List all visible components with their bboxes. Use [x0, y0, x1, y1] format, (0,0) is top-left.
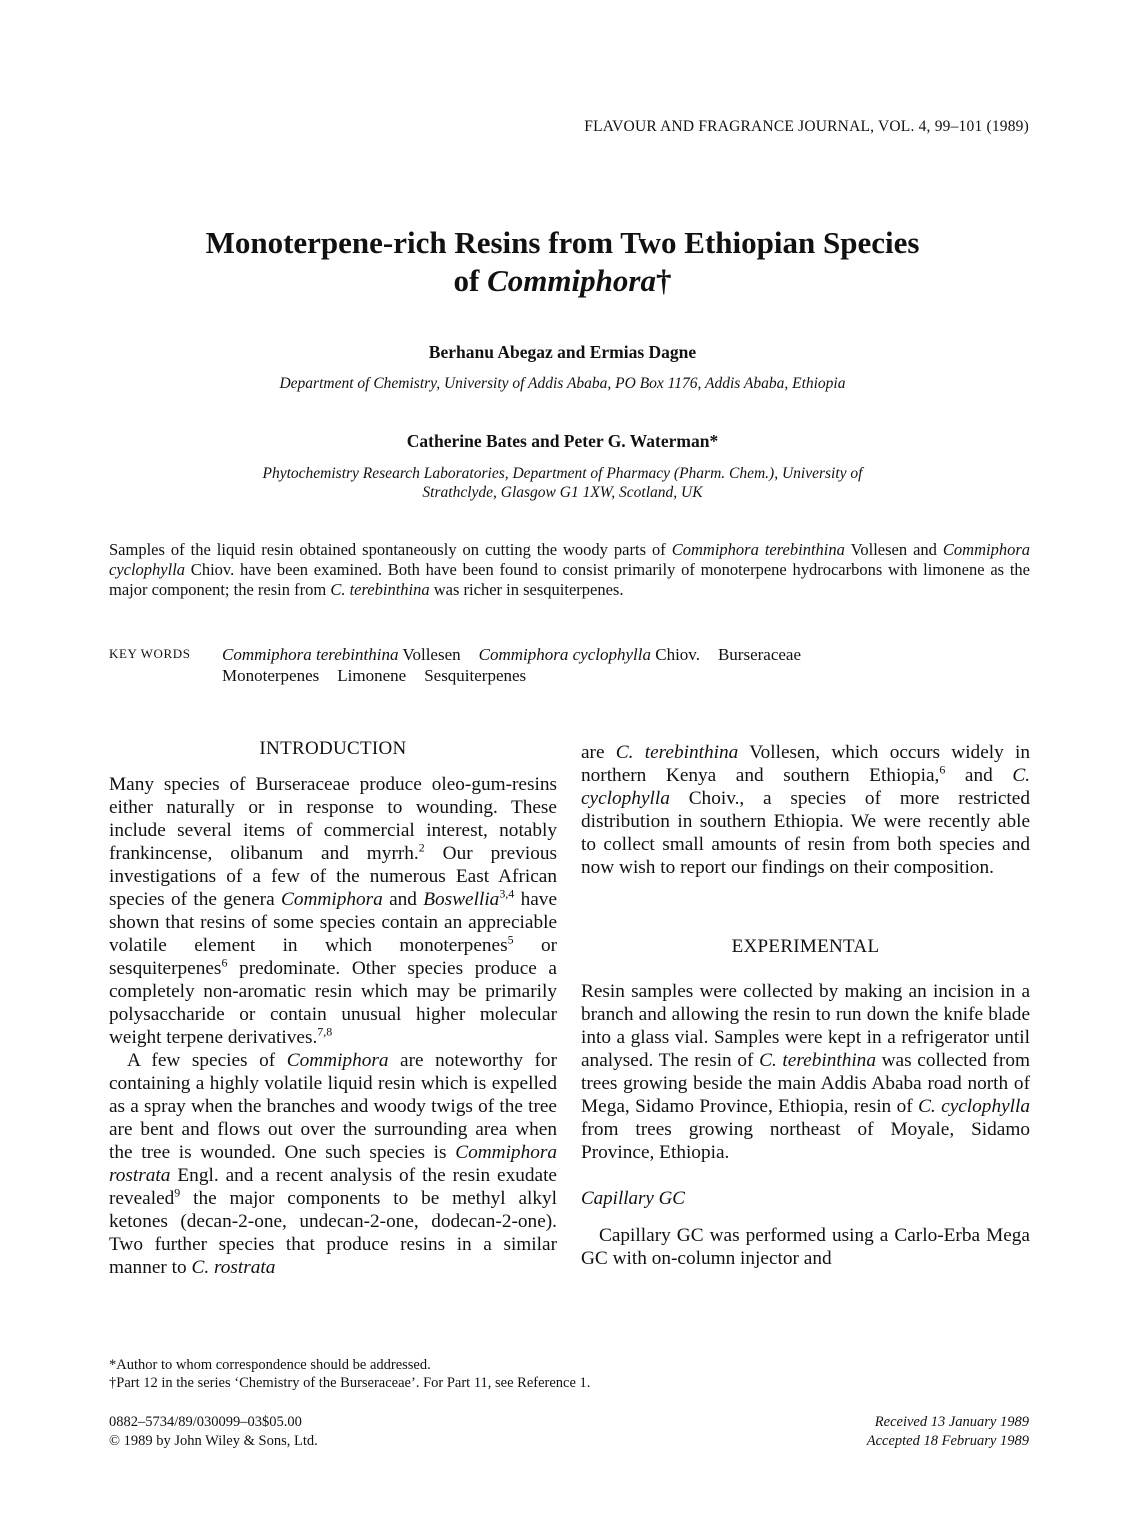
- keyword: Monoterpenes: [222, 666, 320, 685]
- affiliation-1: Department of Chemistry, University of Addis Ababa, PO Box 1176, Addis Ababa, Ethiopia: [279, 375, 846, 392]
- received-date: Received 13 January 1989: [874, 1414, 1029, 1430]
- keyword: Commiphora terebinthina: [222, 645, 399, 664]
- accepted-date: Accepted 18 February 1989: [866, 1433, 1029, 1449]
- abstract: Samples of the liquid resin obtained spontaneously on cutting the woody parts of Commiphora terebinthina Vollesen and Commiphora cyclophylla Chiov. have been examined. Both have been found to consist primarily of monoterpene hydrocarbons with limonene as the major component; the resin from C. terebinthina was richer in sesquiterpenes.: [109, 540, 1030, 599]
- experimental-paragraph-2: Capillary GC was performed using a Carlo-Erba Mega GC with on-column injector and: [581, 1225, 1030, 1269]
- left-column: [109, 737, 557, 1279]
- capillary-gc-subheading: Capillary GC: [581, 1188, 685, 1209]
- publication-info: [109, 1413, 318, 1451]
- intro-paragraph-2: A few species of Commiphora are noteworthy for containing a highly volatile liquid resin which is expelled as a spray when the branches and woody twigs of the tree are bent and flows out over the surrounding area when the tree is wounded. One such species is Commiphora rostrata Engl. and a recent analysis of the resin exudate revealed$^9$ the major components to be methyl alkyl ketones (decan-2-one, undecan-2-one, dodecan-2-one). Two further species that produce resins in a similar manner to C. rostrata: [109, 1050, 557, 1278]
- intro-paragraph-3: are C. terebinthina Vollesen, which occurs widely in northern Kenya and southern Ethiopia,$^6$ and C. cyclophylla Choiv., a species of more restricted distribution in southern Ethiopia. We were recently able to collect small amounts of resin from both species and now wish to report our findings on their composition.: [581, 742, 1031, 878]
- keyword: Commiphora cyclophylla: [478, 645, 651, 664]
- keyword: Burseraceae: [717, 645, 802, 664]
- affiliation-2-line-2: Strathclyde, Glasgow G1 1XW, Scotland, UK: [422, 484, 703, 501]
- footnote-series: †Part 12 in the series ‘Chemistry of the Burseraceae’. For Part 11, see Reference 1.: [109, 1375, 591, 1391]
- affiliation-2: [60, 464, 1065, 502]
- affiliation-2-line-1: Phytochemistry Research Laboratories, Department of Pharmacy (Pharm. Chem.), University of: [262, 465, 863, 482]
- right-column: [581, 741, 1030, 1270]
- footnote-correspondence: *Author to whom correspondence should be addressed.: [109, 1357, 431, 1373]
- authors-group-2: Catherine Bates and Peter G. Waterman*: [406, 431, 719, 451]
- experimental-paragraph-1: Resin samples were collected by making an incision in a branch and allowing the resin to run down the knife blade into a glass vial. Samples were kept in a refrigerator until analysed. The resin of C. terebinthina was collected from trees growing beside the main Addis Ababa road north of Mega, Sidamo Province, Ethiopia, resin of C. cyclophylla from trees growing northeast of Moyale, Sidamo Province, Ethiopia.: [581, 981, 1031, 1163]
- authors-group-1: Berhanu Abegaz and Ermias Dagne: [428, 342, 697, 362]
- keywords-label: KEY WORDS: [109, 646, 191, 661]
- title-prefix: of: [453, 263, 488, 298]
- copyright: © 1989 by John Wiley & Sons, Ltd.: [109, 1433, 318, 1449]
- experimental-heading: EXPERIMENTAL: [731, 936, 880, 957]
- article-title: [80, 224, 1045, 300]
- issn-code: 0882–5734/89/030099–03$05.00: [109, 1414, 302, 1430]
- title-genus: Commiphora: [487, 263, 656, 298]
- title-line-1: Monoterpene-rich Resins from Two Ethiopian Species: [205, 225, 920, 260]
- intro-paragraph-1: Many species of Burseraceae produce oleo-gum-resins either naturally or in response to wounding. These include several items of commercial interest, notably frankincense, olibanum and myrrh.$^2$ Our previous investigations of a few of the numerous East African species of the genera Commiphora and Boswellia$^{3,4}$ have shown that resins of some species contain an appreciable volatile element in which monoterpenes$^5$ or sesquiterpenes$^6$ predominate. Other species produce a completely non-aromatic resin which may be primarily polysaccharide or contain unusual higher molecular weight terpene derivatives.$^{7,8}$: [109, 774, 558, 1048]
- introduction-heading: INTRODUCTION: [259, 738, 407, 759]
- keywords-list: Commiphora terebinthina Vollesen Commiphora cyclophylla Chiov. Burseraceae Monoterpenes Limonene Sesquiterpenes: [222, 645, 802, 685]
- running-head: FLAVOUR AND FRAGRANCE JOURNAL, VOL. 4, 99–101 (1989): [584, 118, 1029, 135]
- keyword: Sesquiterpenes: [424, 666, 527, 685]
- title-line-2: [80, 262, 1045, 300]
- title-dagger: †: [655, 263, 672, 298]
- footnotes: [109, 1356, 590, 1392]
- keyword: Limonene: [337, 666, 407, 685]
- dates: [867, 1413, 1029, 1451]
